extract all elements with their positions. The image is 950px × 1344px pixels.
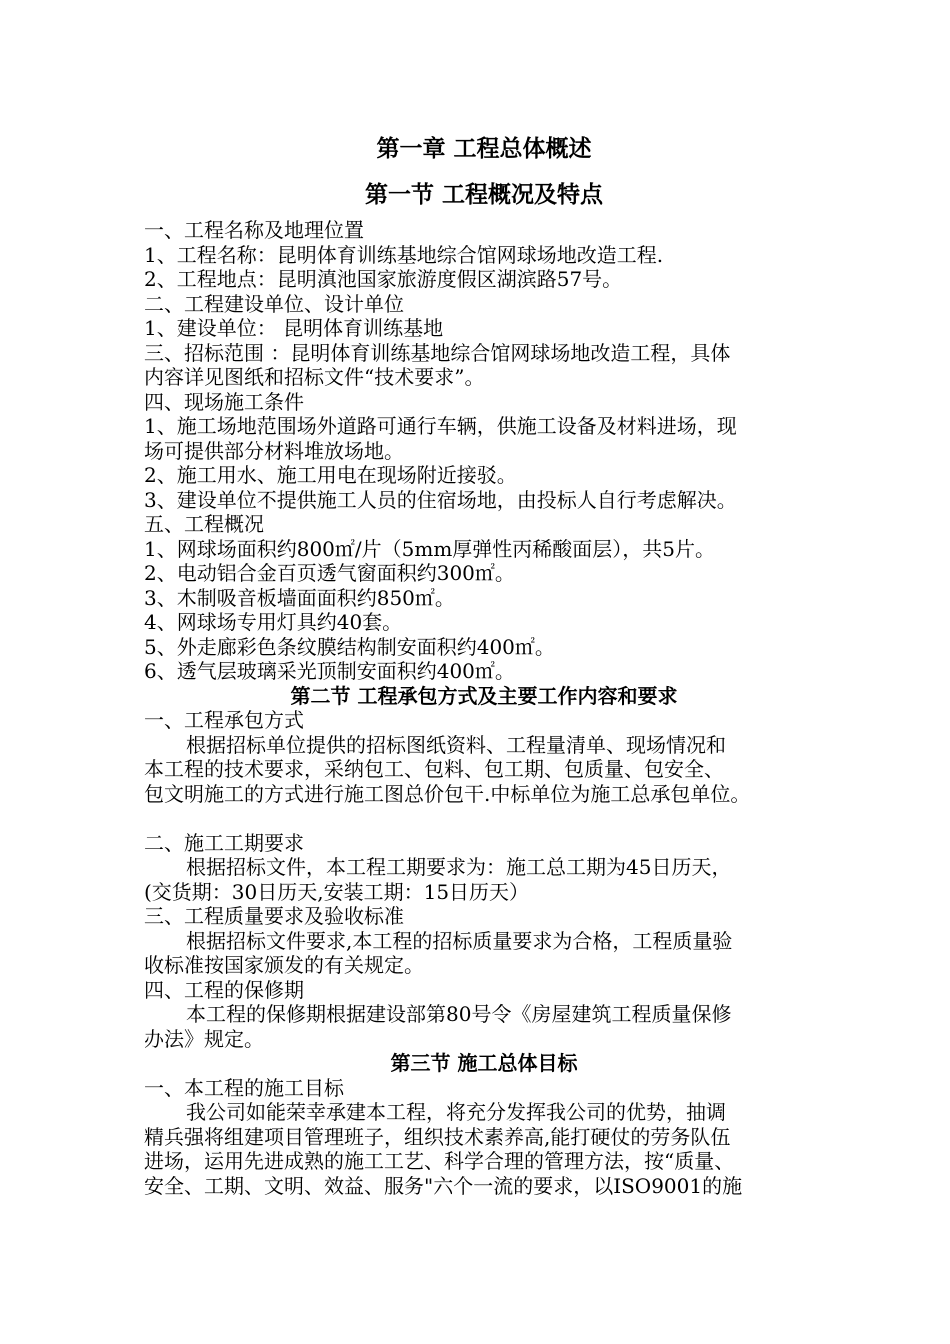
text-line: 1、网球场面积约800㎡/片（5mm厚弹性丙稀酸面层），共5片。 [144,536,716,561]
text-line: 二、工程建设单位、设计单位 [144,291,404,316]
text-line: 2、电动铝合金百页透气窗面积约300㎡。 [144,561,515,585]
text-line: 3、木制吸音板墙面面积约850㎡。 [144,585,455,610]
section-2-body [144,708,824,1051]
text-line: 根据招标文件，本工程工期要求为：施工总工期为45日历天， [186,855,732,879]
text-line: 1、建设单位： 昆明体育训练基地 [144,316,444,340]
text-line: (交货期：30日历天,安装工期：15日历天） [144,879,530,904]
document-content [144,130,824,1198]
chapter-title: 第一章 工程总体概述 [376,135,592,162]
text-line: 1、施工场地范围场外道路可通行车辆，供施工设备及材料进场，现 [144,414,737,438]
text-line: 1、工程名称：昆明体育训练基地综合馆网球场地改造工程. [144,242,664,267]
text-line: 场可提供部分材料堆放场地。 [144,438,404,463]
text-line: 2、工程地点：昆明滇池国家旅游度假区湖滨路57号。 [144,267,623,291]
text-line: 4、网球场专用灯具约40套。 [144,610,403,634]
paragraph-heading: 四、工程的保修期 [144,977,304,1002]
paragraph-heading: 一、工程承包方式 [144,708,304,732]
text-line: 2、施工用水、施工用电在现场附近接驳。 [144,463,517,487]
text-line: 5、外走廊彩色条纹膜结构制安面积约400㎡。 [144,634,555,659]
blank-line [144,806,824,831]
section-title: 第一节 工程概况及特点 [364,181,603,208]
text-line: 进场，运用先进成熟的施工工艺、科学合理的管理方法，按“质量、 [144,1149,735,1173]
text-line: 根据招标单位提供的招标图纸资料、工程量清单、现场情况和 [186,732,726,757]
text-line: 根据招标文件要求,本工程的招标质量要求为合格，工程质量验 [186,928,733,953]
text-line: 安全、工期、文明、效益、服务"六个一流的要求，以ISO9001的施 [144,1173,743,1198]
section-title: 第三节 施工总体目标 [390,1051,578,1075]
section-1-body [144,218,824,684]
text-line: 本工程的技术要求，采纳包工、包料、包工期、包质量、包安全、 [144,757,724,781]
text-line: 本工程的保修期根据建设部第80号令《房屋建筑工程质量保修 [186,1002,732,1026]
text-line: 3、建设单位不提供施工人员的住宿场地，由投标人自行考虑解决。 [144,487,737,512]
text-line: 收标准按国家颁发的有关规定。 [144,953,424,977]
text-line: 精兵强将组建项目管理班子，组织技术素养高,能打硬仗的劳务队伍 [144,1124,731,1149]
text-line: 一、工程名称及地理位置 [144,218,364,242]
paragraph-heading: 二、施工工期要求 [144,830,304,855]
section-title: 第二节 工程承包方式及主要工作内容和要求 [290,683,678,708]
paragraph-heading: 三、工程质量要求及验收标准 [144,904,404,928]
text-line: 包文明施工的方式进行施工图总价包干.中标单位为施工总承包单位。 [144,781,751,806]
text-line: 我公司如能荣幸承建本工程，将充分发挥我公司的优势，抽调 [186,1100,726,1124]
text-line: 办法》规定。 [144,1026,264,1051]
text-line: 内容详见图纸和招标文件“技术要求”。 [144,365,485,389]
text-line: 6、透气层玻璃采光顶制安面积约400㎡。 [144,659,515,683]
text-line: 三、招标范围 ：昆明体育训练基地综合馆网球场地改造工程，具体 [144,340,731,365]
text-line: 四、现场施工条件 [144,389,304,414]
section-3-body [144,1076,824,1199]
paragraph-heading: 一、本工程的施工目标 [144,1075,344,1100]
text-line: 五、工程概况 [144,512,264,536]
